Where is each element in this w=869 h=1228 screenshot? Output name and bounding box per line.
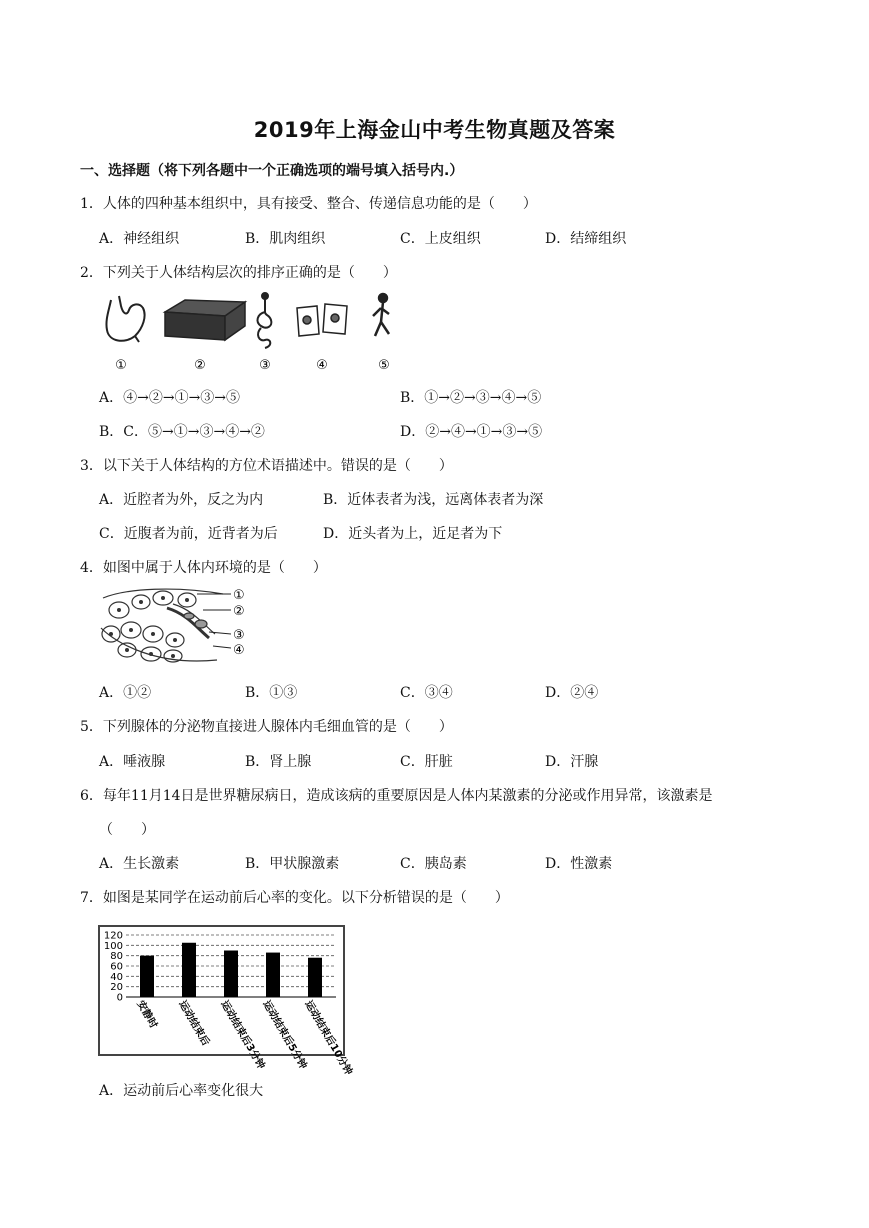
question-4-option-b: B．①③ xyxy=(245,685,298,701)
figure-label-5: ⑤ xyxy=(378,358,390,373)
figure-label-3: ③ xyxy=(259,358,271,373)
y-tick-label: 40 xyxy=(110,971,123,983)
y-tick-label: 80 xyxy=(110,951,123,963)
x-category-label: 运动结束后10分钟 xyxy=(302,999,354,1078)
question-6-option-d: D．性激素 xyxy=(545,856,613,872)
question-6-option-c: C．胰岛素 xyxy=(400,856,467,872)
y-tick-label: 60 xyxy=(110,961,123,973)
question-2-stem: 2．下列关于人体结构层次的排序正确的是（ ） xyxy=(80,265,397,281)
diagram-label-3: ③ xyxy=(233,628,245,643)
page-title: 2019年上海金山中考生物真题及答案 xyxy=(253,118,616,142)
question-7-option-a: A．运动前后心率变化很大 xyxy=(99,1083,264,1099)
question-2-option-c: B．C．⑤→①→③→④→② xyxy=(99,424,265,440)
diagram-label-4: ④ xyxy=(233,643,245,658)
person-icon xyxy=(373,294,389,336)
question-1-option-d: D．结缔组织 xyxy=(545,231,627,247)
tissue-diagram-figure xyxy=(97,584,257,670)
chart-bar xyxy=(266,953,280,997)
y-tick-label: 20 xyxy=(110,982,123,994)
figure-label-4: ④ xyxy=(316,358,328,373)
figure-label-1: ① xyxy=(115,358,127,373)
cells-icon xyxy=(297,304,347,336)
stomach-icon xyxy=(106,296,144,342)
y-tick-label: 0 xyxy=(116,992,123,1004)
y-tick-label: 100 xyxy=(103,940,123,952)
question-6-stem: 6．每年11月14日是世界糖尿病日，造成该病的重要原因是人体内某激素的分泌或作用异常，该激素是 xyxy=(80,788,713,804)
tissue-block-icon xyxy=(165,300,245,340)
question-2-option-a: A．④→②→①→③→⑤ xyxy=(99,390,241,406)
question-1-stem: 1．人体的四种基本组织中，具有接受、整合、传递信息功能的是（ ） xyxy=(80,196,537,212)
question-6-option-b: B．甲状腺激素 xyxy=(245,856,340,872)
question-3-option-a: A．近腔者为外，反之为内 xyxy=(99,492,264,508)
question-5-option-b: B．肾上腺 xyxy=(245,754,312,770)
figure-label-2: ② xyxy=(194,358,206,373)
question-4-option-d: D．②④ xyxy=(545,685,599,701)
question-5-option-c: C．肝脏 xyxy=(400,754,453,770)
question-3-option-b: B．近体表者为浅，远离体表者为深 xyxy=(323,492,544,508)
question-5-stem: 5．下列腺体的分泌物直接进人腺体内毛细血管的是（ ） xyxy=(80,719,453,735)
question-1-option-c: C．上皮组织 xyxy=(400,231,481,247)
chart-bar xyxy=(140,956,154,997)
question-3-stem: 3．以下关于人体结构的方位术语描述中。错误的是（ ） xyxy=(80,458,453,474)
question-5-option-a: A．唾液腺 xyxy=(99,754,166,770)
question-4-stem: 4．如图中属于人体内环境的是（ ） xyxy=(80,560,327,576)
structure-levels-figure xyxy=(95,290,415,375)
chart-bar xyxy=(224,951,238,998)
diagram-label-2: ② xyxy=(233,604,245,619)
question-5-option-d: D．汗腺 xyxy=(545,754,599,770)
question-4-option-c: C．③④ xyxy=(400,685,453,701)
question-1-option-a: A．神经组织 xyxy=(99,231,180,247)
section-heading: 一、选择题（将下列各题中一个正确选项的端号填入括号内.） xyxy=(80,163,464,179)
heart-rate-chart xyxy=(98,925,354,1078)
digestive-system-icon xyxy=(258,293,272,348)
question-2-option-d: D．②→④→①→③→⑤ xyxy=(400,424,543,440)
x-category-label: 运动结束后5分钟 xyxy=(260,999,309,1072)
question-4-option-a: A．①② xyxy=(99,685,152,701)
diagram-label-1: ① xyxy=(233,588,245,603)
x-category-label: 安静时 xyxy=(134,999,159,1031)
question-1-option-b: B．肌肉组织 xyxy=(245,231,326,247)
question-6-option-a: A．生长激素 xyxy=(99,856,180,872)
x-category-label: 运动结束后3分钟 xyxy=(218,999,267,1072)
question-6-stem-continued: （ ） xyxy=(99,822,155,838)
chart-bar xyxy=(182,943,196,997)
question-3-option-d: D．近头者为上，近足者为下 xyxy=(323,526,503,542)
question-2-option-b: B．①→②→③→④→⑤ xyxy=(400,390,542,406)
y-tick-label: 120 xyxy=(103,930,123,942)
chart-bar xyxy=(308,958,322,997)
question-3-option-c: C．近腹者为前，近背者为后 xyxy=(99,526,278,542)
question-7-stem: 7．如图是某同学在运动前后心率的变化。以下分析错误的是（ ） xyxy=(80,890,509,906)
x-category-label: 运动结束后 xyxy=(176,999,211,1048)
